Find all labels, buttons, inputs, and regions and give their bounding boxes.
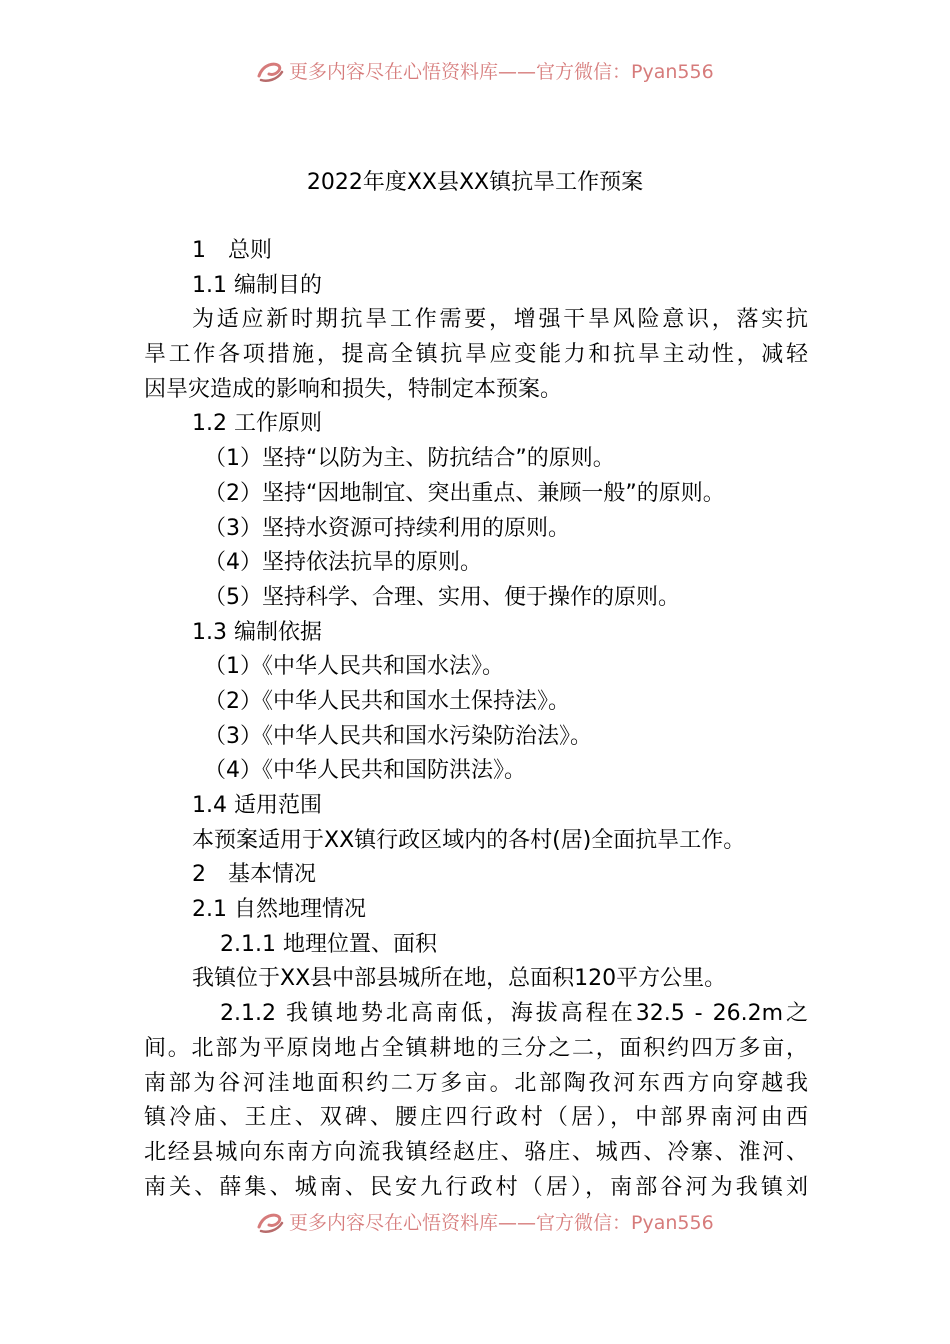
section-heading: 1 总则 <box>192 238 272 263</box>
paragraph-line: 因旱灾造成的影响和损失，特制定本预案。 <box>144 376 563 402</box>
subsection-heading: 1.1 编制目的 <box>192 272 322 298</box>
watermark-footer <box>255 1207 714 1235</box>
subsubsection-heading: 2.1.1 地理位置、面积 <box>220 931 437 957</box>
watermark-text: 更多内容尽在心悟资料库——官方微信：Pyan556 <box>289 60 714 83</box>
list-item: （1）《中华人民共和国水法》。 <box>204 654 504 680</box>
list-item: （2）《中华人民共和国水土保持法》。 <box>204 688 570 714</box>
subsection-heading: 2.1 自然地理情况 <box>192 897 366 923</box>
list-item: （3）《中华人民共和国水污染防治法》。 <box>204 723 592 749</box>
list-item: （3）坚持水资源可持续利用的原则。 <box>204 515 570 541</box>
subsection-heading: 1.4 适用范围 <box>192 793 322 818</box>
swirl-logo-icon <box>255 1207 285 1235</box>
document-title: 2022年度XX县XX镇抗旱工作预案 <box>306 170 644 195</box>
paragraph-line: 我镇位于XX县中部县城所在地，总面积120平方公里。 <box>192 966 727 992</box>
watermark-text: 更多内容尽在心悟资料库——官方微信：Pyan556 <box>289 1211 714 1234</box>
list-item: （2）坚持“因地制宜、突出重点、兼顾一般”的原则。 <box>204 480 725 506</box>
list-item: （4）《中华人民共和国防洪法》。 <box>204 758 526 784</box>
list-item: （5）坚持科学、合理、实用、便于操作的原则。 <box>204 584 680 610</box>
paragraph-line: 2.1.2 我镇地势北高南低，海拔高程在32.5 - 26.2m之 <box>220 1001 808 1027</box>
list-item: （1）坚持“以防为主、防抗结合”的原则。 <box>204 446 615 472</box>
paragraph-line: 为适应新时期抗旱工作需要，增强干旱风险意识，落实抗 <box>192 307 808 333</box>
swirl-logo-icon <box>255 56 285 84</box>
paragraph-line: 南关、薛集、城南、民安九行政村（居），南部谷河为我镇刘 <box>144 1174 808 1200</box>
paragraph-line: 镇冷庙、王庄、双碑、腰庄四行政村（居），中部界南河由西 <box>144 1105 808 1131</box>
list-item: （4）坚持依法抗旱的原则。 <box>204 550 482 576</box>
subsection-heading: 1.2 工作原则 <box>192 411 322 437</box>
paragraph-line: 本预案适用于XX镇行政区域内的各村(居)全面抗旱工作。 <box>192 827 746 853</box>
section-heading: 2 基本情况 <box>192 862 316 888</box>
paragraph-line: 间。北部为平原岗地占全镇耕地的三分之二，面积约四万多亩， <box>144 1035 808 1061</box>
paragraph-line: 北经县城向东南方向流我镇经赵庄、骆庄、城西、冷寨、淮河、 <box>144 1139 808 1165</box>
paragraph-line: 南部为谷河洼地面积约二万多亩。北部陶孜河东西方向穿越我 <box>144 1070 808 1096</box>
paragraph-line: 旱工作各项措施，提高全镇抗旱应变能力和抗旱主动性，减轻 <box>144 342 808 368</box>
document-body <box>144 234 808 1205</box>
watermark-header <box>255 56 714 84</box>
subsection-heading: 1.3 编制依据 <box>192 619 322 645</box>
